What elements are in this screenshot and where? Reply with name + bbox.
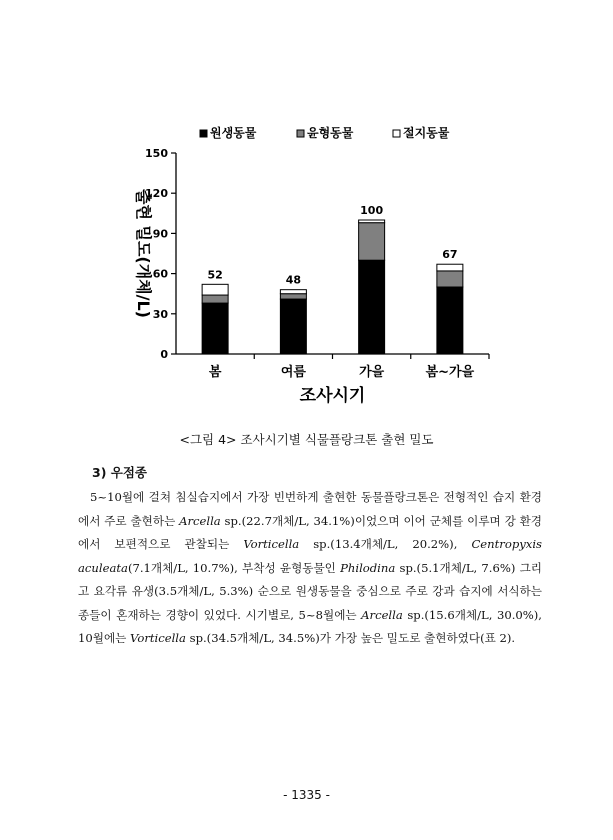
- species-name: Vorticella: [243, 537, 300, 551]
- species-name: Arcella: [361, 607, 403, 622]
- bar-segment-절지동물: [437, 264, 463, 271]
- x-tick-label: 봄: [208, 365, 222, 380]
- bar-total-label: 52: [207, 268, 223, 282]
- y-tick-label: 30: [152, 307, 168, 321]
- bar-segment-원생동물: [202, 303, 228, 354]
- bar-total-label: 48: [285, 273, 302, 287]
- y-axis-title: 출현 밀도(개체/L): [134, 189, 153, 318]
- figure-caption: <그림 4> 조사시기별 식물플랑크톤 출현 밀도: [179, 432, 434, 447]
- paragraph-segment: (7.1개체/L, 10.7%), 부착성 윤형동물인: [127, 560, 341, 575]
- legend-swatch: [200, 130, 207, 137]
- y-tick-label: 120: [145, 187, 168, 201]
- legend-label: 윤형동물: [307, 126, 354, 140]
- paragraph-segment: sp.(15.6개체/L, 30.0%), 10월에는: [78, 607, 542, 645]
- y-tick-label: 60: [152, 267, 168, 281]
- paragraph-segment: sp.(22.7개체/L, 34.1%)이었으며 이어 군체를 이루며 강 환경에서 보편적으로 관찰되는: [78, 513, 542, 551]
- species-name: Philodina: [340, 560, 396, 575]
- bar-segment-윤형동물: [202, 295, 228, 303]
- body-paragraph: [78, 486, 542, 651]
- species-name: Arcella: [179, 513, 221, 528]
- species-name: Centropyxis aculeata: [78, 537, 542, 575]
- bar-segment-원생동물: [359, 260, 385, 354]
- y-tick-label: 0: [160, 348, 168, 361]
- bar-segment-윤형동물: [359, 223, 385, 261]
- x-tick-label: 가을: [359, 365, 385, 380]
- species-name: Vorticella: [130, 631, 186, 645]
- bar-total-label: 67: [442, 248, 458, 262]
- page-number: - 1335 -: [283, 788, 330, 802]
- section-title: 3) 우점종: [92, 465, 147, 480]
- paragraph-segment: sp.(34.5개체/L, 34.5%)가 가장 높은 밀도로 출현하였다(표 2).: [185, 631, 516, 645]
- bar-segment-윤형동물: [437, 271, 463, 287]
- paragraph-segment: 5~10월에 걸쳐 침실습지에서 가장 빈번하게 출현한 동물플랑크톤은 전형적인 습지 환경에서 주로 출현하는: [78, 490, 542, 528]
- bar-segment-원생동물: [437, 287, 463, 354]
- bar-segment-윤형동물: [280, 294, 306, 299]
- paragraph-segment: sp.(13.4개체/L, 20.2%),: [299, 537, 472, 551]
- bar-segment-원생동물: [280, 299, 306, 354]
- bar-segment-절지동물: [202, 284, 228, 295]
- x-tick-label: 여름: [280, 365, 306, 380]
- legend-swatch: [297, 130, 304, 137]
- paragraph-segment: sp.(5.1개체/L, 7.6%) 그리고 요각류 유생(3.5개체/L, 5.3%) 순으로 원생동물을 중심으로 주로 강과 습지에 서식하는 종들이 혼재하는 경향이 있었다. 시기별로, 5~8월에는: [78, 560, 543, 622]
- x-tick-label: 봄~가을: [425, 365, 475, 380]
- y-tick-label: 90: [152, 227, 168, 241]
- bar-total-label: 100: [360, 204, 384, 217]
- y-tick-label: 150: [145, 147, 168, 160]
- bar-segment-절지동물: [359, 220, 385, 223]
- bar-segment-절지동물: [280, 290, 306, 294]
- x-axis-title: 조사시기: [299, 386, 366, 406]
- paragraph-text: [78, 486, 542, 651]
- legend-label: 원생동물: [210, 126, 257, 140]
- legend-swatch: [393, 130, 400, 137]
- legend-label: 절지동물: [403, 126, 450, 140]
